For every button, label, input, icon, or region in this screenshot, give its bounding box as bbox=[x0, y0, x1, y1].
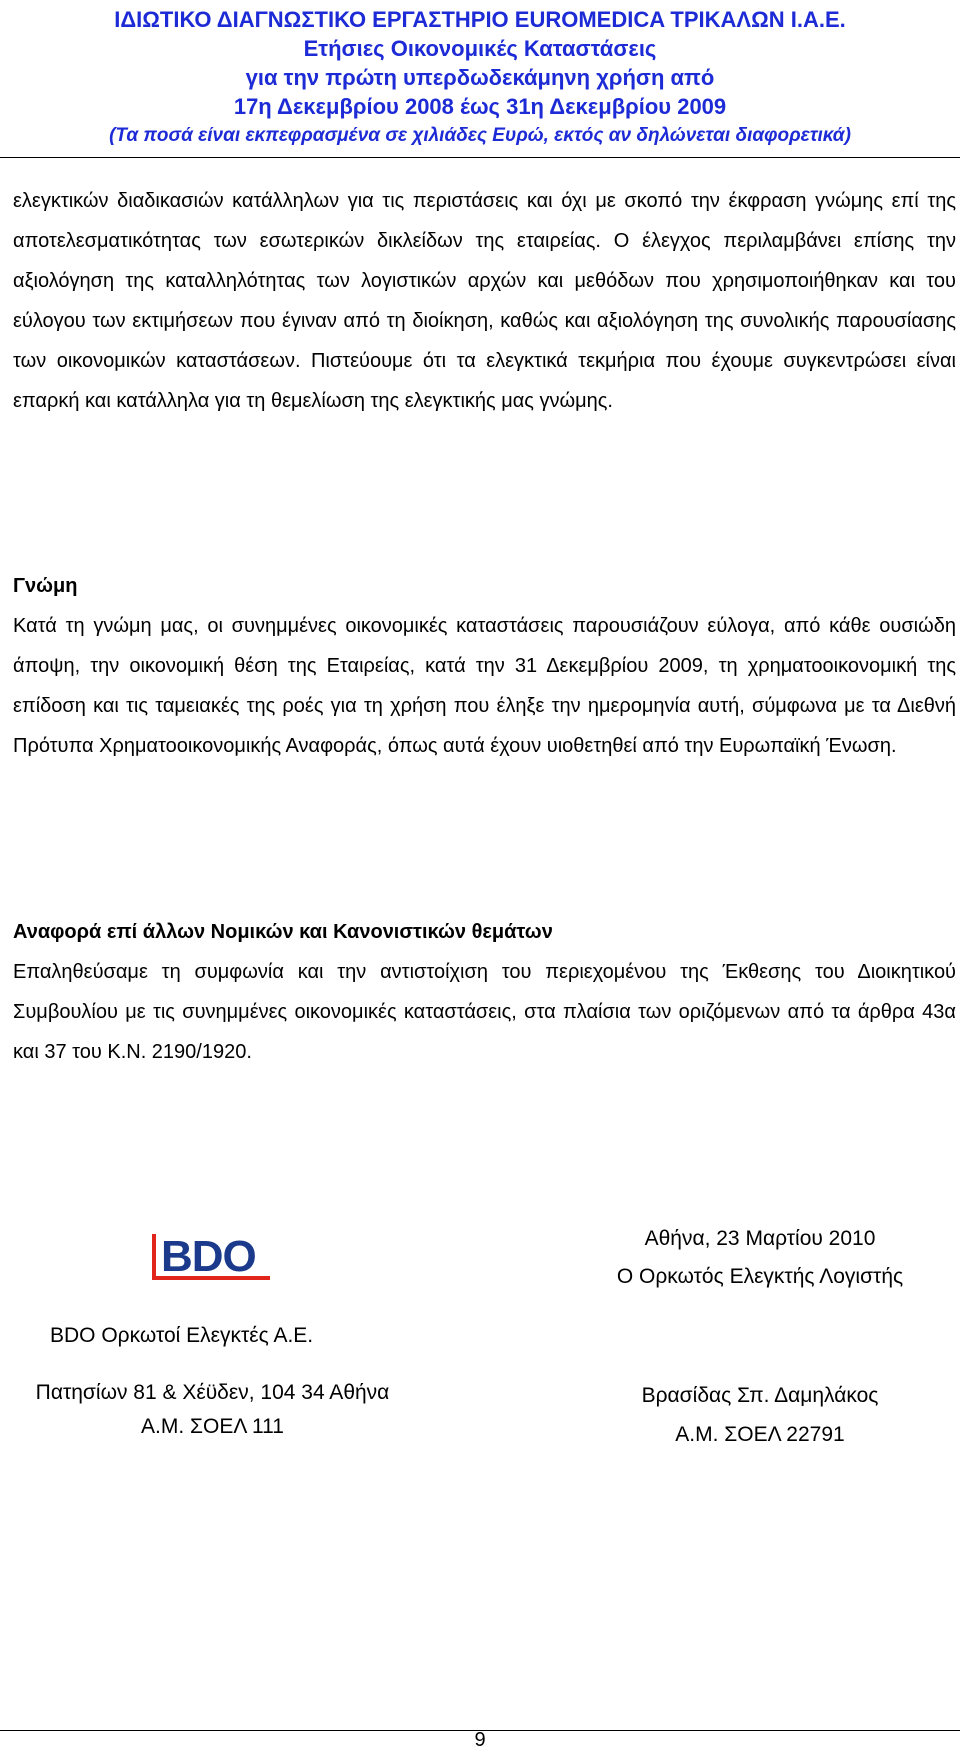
legal-matters-text: Επαληθεύσαμε τη συμφωνία και την αντιστοίχιση του περιεχομένου της Έκθεσης του Διοικητικού Συμβουλίου με τις συνημμένες οικονομικές καταστάσεις, στα πλαίσια των οριζόμενων από τα άρθρα 43α και 37 του Κ.Ν. 2190/1920. bbox=[13, 961, 956, 1063]
opinion-section bbox=[13, 566, 956, 766]
auditor-title: Ο Ορκωτός Ελεγκτής Λογιστής bbox=[616, 1265, 904, 1288]
signature-place-date-block bbox=[560, 1220, 960, 1296]
currency-note: (Τα ποσά είναι εκπεφρασμένα σε χιλιάδες Ευρώ, εκτός αν δηλώνεται διαφορετικά) bbox=[109, 125, 851, 146]
period-line: για την πρώτη υπερδωδεκάμηνη χρήση από bbox=[245, 65, 715, 90]
audit-firm-name: BDO Ορκωτοί Ελεγκτές Α.Ε. bbox=[50, 1324, 314, 1347]
audit-firm-address: Πατησίων 81 & Χέϋδεν, 104 34 Αθήνα bbox=[35, 1381, 390, 1404]
legal-matters-section bbox=[13, 912, 956, 1072]
auditor-registration: Α.Μ. ΣΟΕΛ 22791 bbox=[675, 1423, 845, 1446]
report-title: Ετήσιες Οικονομικές Καταστάσεις bbox=[303, 36, 657, 61]
company-title: ΙΔΙΩΤΙΚΟ ΔΙΑΓΝΩΣΤΙΚΟ ΕΡΓΑΣΤΗΡΙΟ EUROMEDICA ΤΡΙΚΑΛΩΝ Ι.Α.Ε. bbox=[114, 7, 846, 32]
audit-firm-details bbox=[0, 1376, 425, 1444]
legal-matters-heading: Αναφορά επί άλλων Νομικών και Κανονιστικών θεμάτων bbox=[13, 921, 553, 943]
opinion-heading: Γνώμη bbox=[13, 575, 78, 597]
page-number: 9 bbox=[474, 1729, 486, 1751]
header-divider bbox=[0, 157, 960, 158]
auditor-signature-block bbox=[560, 1376, 960, 1454]
auditor-name: Βρασίδας Σπ. Δαμηλάκος bbox=[641, 1384, 879, 1407]
audit-scope-paragraph: ελεγκτικών διαδικασιών κατάλληλων για τις περιστάσεις και όχι με σκοπό την έκφραση γνώμης επί της αποτελεσματικότητας των εσωτερικών δικλείδων της εταιρείας. Ο έλεγχος περιλαμβάνει επίσης την αξιολόγηση της καταλληλότητας των λογιστικών αρχών και μεθόδων που χρησιμοποιήθηκαν και του εύλογου των εκτιμήσεων που έγιναν από τη διοίκηση, καθώς και αξιολόγηση της συνολικής παρουσίασης των οικονομικών καταστάσεων. Πιστεύουμε ότι τα ελεγκτικά τεκμήρια που έχουμε συγκεντρώσει είναι επαρκή και κατάλληλα για τη θεμελίωση της ελεγκτικής μας γνώμης. bbox=[13, 190, 956, 412]
svg-text:BDO: BDO bbox=[161, 1232, 256, 1281]
document-header bbox=[0, 5, 960, 151]
place-date: Αθήνα, 23 Μαρτίου 2010 bbox=[644, 1227, 876, 1250]
opinion-text: Κατά τη γνώμη μας, οι συνημμένες οικονομικές καταστάσεις παρουσιάζουν εύλογα, από κάθε ουσιώδη άποψη, την οικονομική θέση της Εταιρείας, κατά την 31 Δεκεμβρίου 2009, τη χρηματοοικονομική της επίδοση και τις ταμειακές της ροές για τη χρήση που έληξε την ημερομηνία αυτή, σύμφωνα με τα Διεθνή Πρότυπα Χρηματοοικονομικής Αναφοράς, όπως αυτά έχουν υιοθετηθεί από την Ευρωπαϊκή Ένωση. bbox=[13, 615, 956, 757]
audit-firm-registration: Α.Μ. ΣΟΕΛ 111 bbox=[141, 1415, 284, 1438]
period-dates: 17η Δεκεμβρίου 2008 έως 31η Δεκεμβρίου 2009 bbox=[233, 94, 727, 119]
bdo-logo bbox=[152, 1232, 272, 1284]
